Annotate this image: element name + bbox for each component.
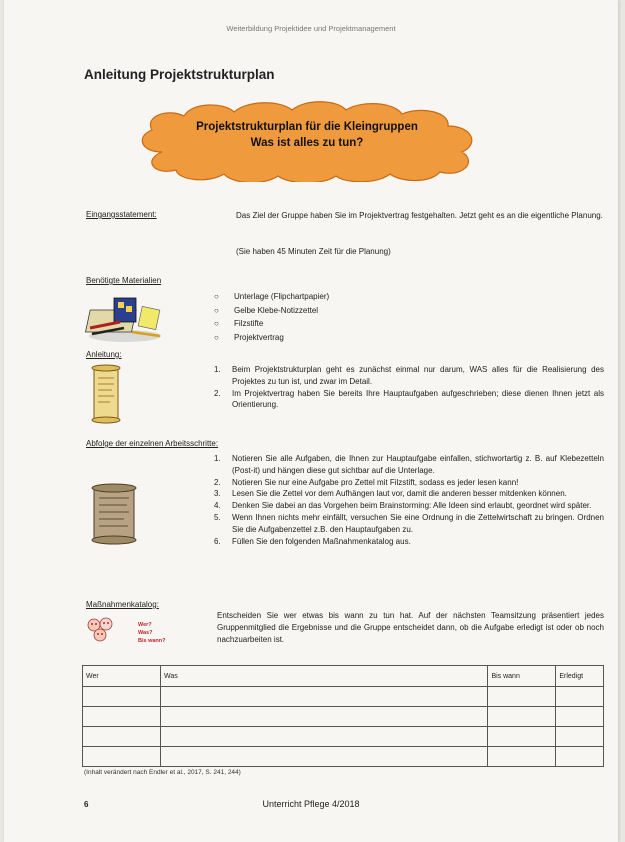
- eingang-note: (Sie haben 45 Minuten Zeit für die Planung): [236, 247, 391, 256]
- list-item: 2. Im Projektvertrag haben Sie bereits Ihre Hauptaufgaben aufgeschrieben; diese dienen Ihnen jetzt als Orientierung.: [214, 388, 604, 410]
- table-row: [83, 727, 604, 747]
- abfolge-label: Abfolge der einzelnen Arbeitsschritte:: [86, 439, 219, 448]
- katalog-icon-words: Wer? Was? Bis wann?: [138, 622, 166, 644]
- katalog-label: Maßnahmenkatalog:: [86, 600, 159, 609]
- materials-illustration-icon: [84, 292, 166, 344]
- anleitung-label: Anleitung:: [86, 350, 122, 359]
- table-row: [83, 687, 604, 707]
- list-item: 4. Denken Sie dabei an das Vorgehen beim Brainstorming: Alle Ideen sind erlaubt, geordnet wird später.: [214, 501, 592, 511]
- abfolge-list: [214, 453, 604, 547]
- list-item: 1. Beim Projektstrukturplan geht es zunächst einmal nur darum, WAS alles für die Realisierung des Projektes zu tun ist, und zwar im Detail.: [214, 365, 604, 386]
- cloud-line-1: Projektstrukturplan für die Kleingruppen: [196, 121, 418, 133]
- list-item: ○ Projektvertrag: [214, 332, 284, 342]
- table-row: [83, 707, 604, 727]
- col-wer: Wer: [83, 666, 161, 687]
- eingang-label: Eingangsstatement:: [86, 210, 157, 219]
- page-number: 6: [84, 800, 89, 809]
- materialien-label: Benötigte Materialien: [86, 276, 162, 285]
- document-page: [4, 0, 618, 842]
- list-item: 1. Notieren Sie alle Aufgaben, die Ihnen zur Hauptaufgabe einfallen, stichwortartig z. B. auf Klebezetteln (Post-it) und hängen diese gut sichtbar auf die Unterlage.: [214, 454, 604, 475]
- page-title: Anleitung Projektstrukturplan: [84, 67, 275, 82]
- journal-footer: Unterricht Pflege 4/2018: [262, 799, 360, 809]
- col-bis-wann: Bis wann: [488, 666, 556, 687]
- table-header-row: [83, 666, 604, 687]
- anleitung-list: [214, 364, 604, 411]
- massnahmen-table: [82, 665, 604, 767]
- eingang-text: Das Ziel der Gruppe haben Sie im Projektvertrag festgehalten. Jetzt geht es an die eigentliche Planung.: [236, 211, 603, 220]
- source-note: (Inhalt verändert nach Endler et al., 2017, S. 241, 244): [84, 769, 241, 776]
- list-item: 2. Notieren Sie nur eine Aufgabe pro Zettel mit Filzstift, sodass es jeder lesen kann!: [214, 477, 519, 487]
- col-was: Was: [161, 666, 488, 687]
- people-icon: [84, 616, 118, 646]
- table-row: [83, 747, 604, 767]
- list-item: 6. Füllen Sie den folgenden Maßnahmenkatalog aus.: [214, 536, 411, 546]
- scroll-icon: [88, 364, 124, 424]
- col-erledigt: Erledigt: [556, 666, 604, 687]
- list-item: ○ Gelbe Klebe-Notizzettel: [214, 305, 319, 315]
- katalog-text: Entscheiden Sie wer etwas bis wann zu tun hat. Auf der nächsten Teamsitzung präsentiert jedes Gruppenmitglied die Ergebnisse und die Gruppe entscheidet dann, ob die Aufgabe erledigt ist oder ob noch nachzuarbeiten ist.: [217, 611, 604, 644]
- list-item: ○ Filzstifte: [214, 319, 264, 328]
- list-item: 5. Wenn Ihnen nichts mehr einfällt, versuchen Sie eine Ordnung in die Zettelwirtschaft zu bringen. Ordnen Sie die Aufgabenzettel z.B. den Hauptaufgaben zu.: [214, 512, 604, 534]
- parchment-icon: [88, 482, 140, 546]
- list-item: 3. Lesen Sie die Zettel vor dem Aufhängen laut vor, damit die anderen besser mitdenken können.: [214, 489, 567, 499]
- cloud-line-2: Was ist alles zu tun?: [250, 137, 364, 149]
- materialien-list: [214, 291, 329, 345]
- cloud-text: [132, 119, 482, 151]
- running-head: Weiterbildung Projektidee und Projektmanagement: [226, 24, 396, 33]
- list-item: ○ Unterlage (Flipchartpapier): [214, 292, 330, 301]
